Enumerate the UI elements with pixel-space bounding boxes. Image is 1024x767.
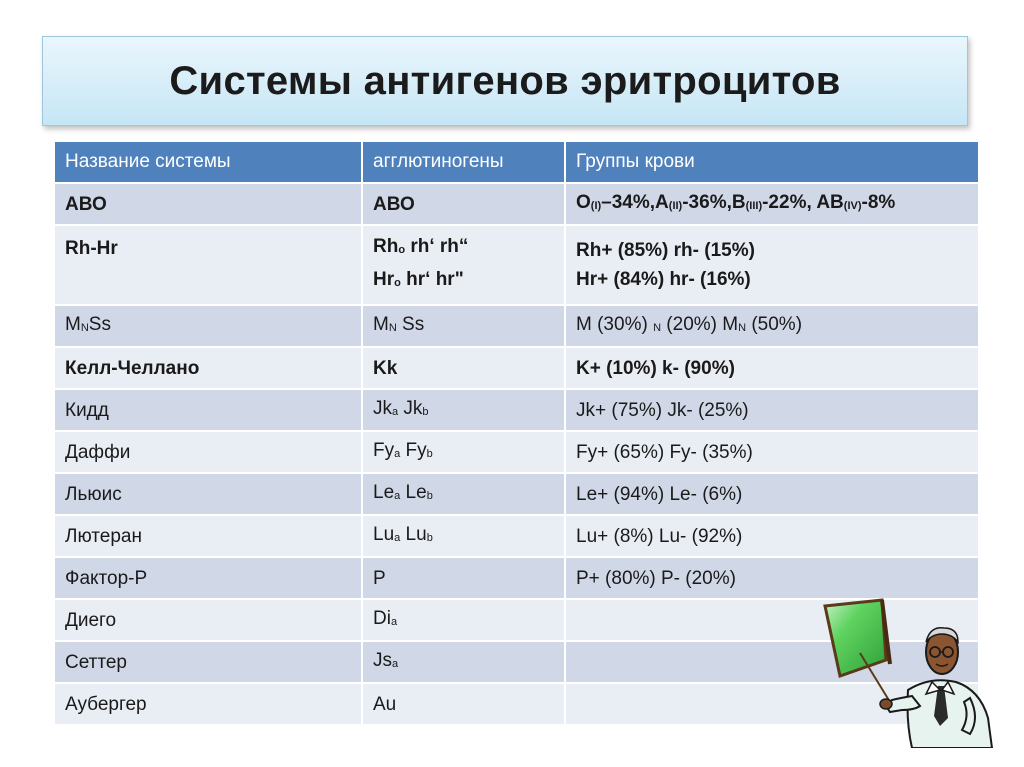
agglutinogens: АВО [362, 183, 565, 225]
table-row [55, 473, 979, 515]
header-agglutinogens: агглютиногены [362, 142, 565, 183]
system-name: Келл-Челлано [55, 347, 362, 389]
system-name: Фактор-Р [55, 557, 362, 599]
page-title: Системы антигенов эритроцитов [169, 58, 841, 103]
blood-groups: K+ (10%) k- (90%) [565, 347, 979, 389]
teacher-pointing-illustration [820, 598, 1000, 748]
blood-groups: Jk+ (75%) Jk- (25%) [565, 389, 979, 431]
agglutinogens: $Fy_a$ $Fy_b$ [362, 431, 565, 473]
system-name: Кидд [55, 389, 362, 431]
blood-groups: $O_{(I)}-34\%,A_{(II)}-36\%,B_{(III)}-22\%$, $AB_{(IV)}-8\%$ [565, 183, 979, 225]
agglutinogens: $Jk_a$ $Jk_b$ [362, 389, 565, 431]
system-name: Диего [55, 599, 362, 641]
agglutinogens: Kk [362, 347, 565, 389]
agglutinogens: $Le_a$ $Le_b$ [362, 473, 565, 515]
system-name: Аубергер [55, 683, 362, 725]
agglutinogens: $Lu_a$ $Lu_b$ [362, 515, 565, 557]
header-blood-groups: Группы крови [565, 142, 979, 183]
agglutinogens: $Rh_o$ rh‘ rh“ $Hr_o$ hr‘ hr" [362, 225, 565, 305]
table-row [55, 557, 979, 599]
system-name: Даффи [55, 431, 362, 473]
agglutinogens: $Di_a$ [362, 599, 565, 641]
system-name: Сеттер [55, 641, 362, 683]
agglutinogens: $M_N$ Ss [362, 305, 565, 347]
system-name: Лютеран [55, 515, 362, 557]
system-name: $M_NSs$ [55, 305, 362, 347]
agglutinogens: P [362, 557, 565, 599]
blood-groups: M (30%) $_N$ (20%) $M_N$ (50%) [565, 305, 979, 347]
system-name: Льюис [55, 473, 362, 515]
table-row [55, 515, 979, 557]
table-row [55, 431, 979, 473]
agglutinogens: $Js_a$ [362, 641, 565, 683]
table-row [55, 389, 979, 431]
table-row [55, 347, 979, 389]
system-name: Rh-Hr [55, 225, 362, 305]
blood-groups: Rh+ (85%) rh- (15%) Hr+ (84%) hr- (16%) [565, 225, 979, 305]
table-header-row [55, 142, 979, 183]
table-row [55, 225, 979, 305]
table-row [55, 305, 979, 347]
table-row [55, 183, 979, 225]
blood-groups: P+ (80%) P- (20%) [565, 557, 979, 599]
agglutinogens: Au [362, 683, 565, 725]
blood-groups: Fy+ (65%) Fy- (35%) [565, 431, 979, 473]
blood-groups: Le+ (94%) Le- (6%) [565, 473, 979, 515]
blood-groups: Lu+ (8%) Lu- (92%) [565, 515, 979, 557]
header-system-name: Название системы [55, 142, 362, 183]
title-banner [42, 36, 968, 126]
system-name: АВО [55, 183, 362, 225]
